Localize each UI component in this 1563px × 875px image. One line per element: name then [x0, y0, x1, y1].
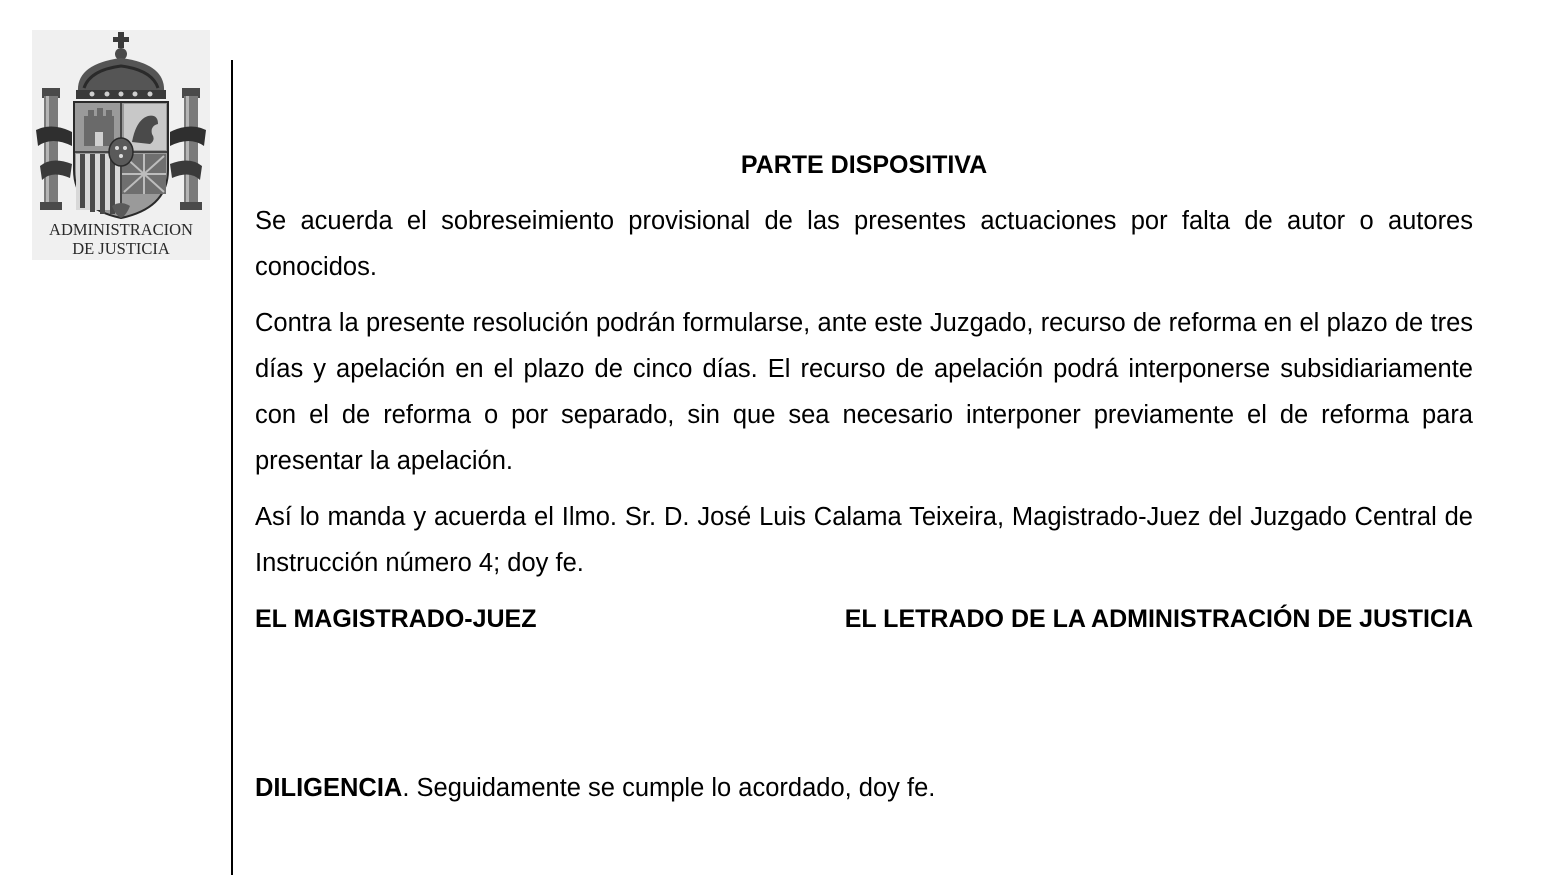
signature-magistrado-juez: EL MAGISTRADO-JUEZ: [255, 605, 537, 633]
diligencia-line: [255, 770, 935, 806]
coat-of-arms-icon: [32, 30, 210, 222]
diligencia-text: . Seguidamente se cumple lo acordado, doy fe.: [402, 774, 936, 802]
logo-text-line-2: DE JUSTICIA: [72, 239, 170, 258]
diligencia-label: DILIGENCIA: [255, 774, 403, 802]
margin-rule: [231, 60, 233, 875]
paragraph-recursos: Contra la presente resolución podrán formularse, ante este Juzgado, recurso de reforma en el plazo de tres días y apelación en el plazo de cinco días. El recurso de apelación podrá interponerse subsidiariamente con el de reforma o por separado, sin que sea necesario interponer previamente el de reforma para presentar la apelación.: [255, 309, 1473, 475]
paragraph-manda-acuerda: Así lo manda y acuerda el Ilmo. Sr. D. José Luis Calama Teixeira, Magistrado-Juez del Juzgado Central de Instrucción número 4; doy fe.: [255, 503, 1473, 577]
paragraph-sobreseimiento: Se acuerda el sobreseimiento provisional de las presentes actuaciones por falta de autor o autores conocidos.: [255, 207, 1473, 281]
logo-text-line-1: ADMINISTRACION: [49, 220, 193, 239]
signature-letrado: EL LETRADO DE LA ADMINISTRACIÓN DE JUSTICIA: [844, 605, 1473, 633]
section-heading: PARTE DISPOSITIVA: [740, 151, 988, 179]
coat-of-arms-logo: [32, 30, 210, 260]
signature-block: [255, 602, 1473, 636]
